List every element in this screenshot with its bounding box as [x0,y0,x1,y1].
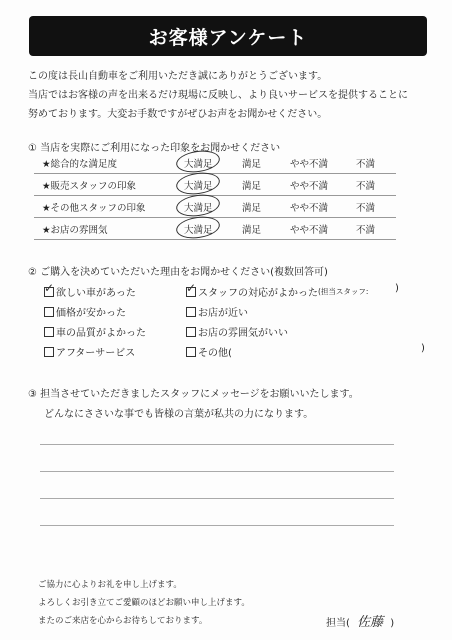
reason-label: スタッフの対応がよかった [198,288,318,299]
reason-checkbox[interactable] [44,344,135,359]
checkmark-icon: ✓ [44,280,55,295]
footer-line: よろしくお引き立てご愛顧のほどお願い申し上げます。 [38,598,250,608]
reason-label: アフターサービス [56,348,136,359]
option-somewhat-unsatisfied[interactable]: やや不満 [290,181,329,192]
checkmark-icon: ✓ [186,280,197,295]
intro-line: この度は長山自動車をご利用いただき誠にありがとうございます。 [28,71,328,82]
reason-checkbox[interactable] [186,280,369,299]
reason-checkbox[interactable] [44,304,126,319]
reason-label: 欲しい車があった [56,288,136,299]
option-very-satisfied[interactable]: 大満足 [184,225,213,236]
option-satisfied[interactable]: 満足 [242,225,262,236]
checkbox[interactable] [44,327,54,337]
checkbox[interactable] [186,347,196,357]
q1-heading: ① 当店を実際にご利用になった印象をお聞かせください [28,143,281,154]
rating-row [34,218,396,240]
footer-line: ご協力に心よりお礼を申し上げます。 [38,580,182,590]
paren-close: ) [395,283,399,294]
rating-label: ★総合的な満足度 [42,159,118,170]
rating-label: ★販売スタッフの印象 [42,181,137,192]
survey-title: お客様アンケート [29,16,427,56]
rating-row [34,174,396,196]
staff-label: 担当( [326,618,350,629]
option-unsatisfied[interactable]: 不満 [356,203,376,214]
option-very-satisfied[interactable]: 大満足 [184,159,213,170]
option-satisfied[interactable]: 満足 [242,159,262,170]
option-unsatisfied[interactable]: 不満 [356,225,376,236]
message-line[interactable] [40,525,394,526]
reason-label: 価格が安かった [56,308,126,319]
message-line[interactable] [40,498,394,499]
intro-line: 当店ではお客様の声を出来るだけ現場に反映し、より良いサービスを提供することに [28,90,408,101]
checkbox[interactable] [44,307,54,317]
message-line[interactable] [40,444,394,445]
footer-text [38,576,250,630]
option-satisfied[interactable]: 満足 [242,181,262,192]
q1-rating-table [34,152,396,240]
checkbox[interactable] [44,280,55,297]
intro-text [28,67,408,124]
staff-close: ) [390,618,395,629]
q3-subtext: どんなにささいな事でも皆様の言葉が私共の力になります。 [44,409,314,420]
q2-heading: ② ご購入を決めていただいた理由をお聞かせください(複数回答可) [28,267,328,278]
reason-checkbox[interactable] [186,344,232,359]
option-somewhat-unsatisfied[interactable]: やや不満 [290,159,329,170]
reason-checkbox[interactable] [44,280,136,299]
checkbox[interactable] [186,327,196,337]
reason-label: 車の品質がよかった [56,328,146,339]
q3-heading: ③ 担当させていただきましたスタッフにメッセージをお願いいたします。 [28,389,359,400]
option-very-satisfied[interactable]: 大満足 [184,203,213,214]
option-unsatisfied[interactable]: 不満 [356,181,376,192]
option-very-satisfied[interactable]: 大満足 [184,181,213,192]
rating-row [34,196,396,218]
reason-label: お店の雰囲気がいい [198,328,288,339]
rating-label: ★その他スタッフの印象 [42,203,146,214]
staff-field [326,611,394,630]
message-line[interactable] [40,471,394,472]
checkbox[interactable] [186,307,196,317]
intro-line: 努めております。大変お手数ですがぜひお声をお聞かせください。 [28,109,328,120]
paren-close: ) [421,343,425,354]
option-unsatisfied[interactable]: 不満 [356,159,376,170]
reason-checkbox[interactable] [44,324,146,339]
option-satisfied[interactable]: 満足 [242,203,262,214]
rating-label: ★お店の雰囲気 [42,225,108,236]
reason-checkbox[interactable] [186,324,288,339]
reason-label: お店が近い [198,308,248,319]
staff-note: (担当スタッフ: [318,287,369,296]
checkbox[interactable] [44,347,54,357]
footer-line: またのご来店を心からお待ちしております。 [38,616,208,626]
option-somewhat-unsatisfied[interactable]: やや不満 [290,203,329,214]
checkbox[interactable] [186,280,197,297]
reason-label: その他( [198,348,232,359]
option-somewhat-unsatisfied[interactable]: やや不満 [290,225,329,236]
rating-row [34,152,396,174]
reason-checkbox[interactable] [186,304,248,319]
staff-signature: 佐藤 [357,615,384,630]
